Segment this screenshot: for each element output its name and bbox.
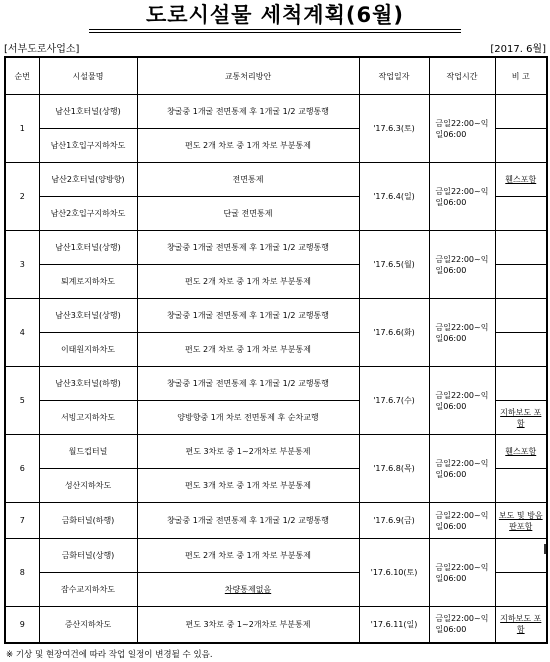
work-date: '17.6.3(토) bbox=[359, 95, 429, 163]
note bbox=[495, 333, 547, 367]
facility-name: 증산지하차도 bbox=[39, 607, 137, 643]
table-row bbox=[5, 607, 547, 643]
row-number: 7 bbox=[5, 503, 39, 539]
facility-name: 금화터널(하행) bbox=[39, 503, 137, 539]
footnote: ※ 기상 및 현장여건에 따라 작업 일정이 변경될 수 있음. bbox=[6, 650, 213, 660]
table-row bbox=[5, 503, 547, 539]
col-header-note: 비 고 bbox=[495, 57, 547, 95]
title-underline bbox=[89, 29, 461, 30]
traffic-plan: 편도 2개 차로 중 1개 차로 부분통제 bbox=[137, 129, 359, 163]
traffic-plan: 챵굴중 1개굴 전면통제 후 1개굴 1/2 교행통행 bbox=[137, 231, 359, 265]
traffic-plan: 편도 3차로 중 1~2개차로 부분통제 bbox=[137, 607, 359, 643]
work-date: '17.6.6(화) bbox=[359, 299, 429, 367]
traffic-plan: 양방향중 1개 차로 전면통제 후 순차교행 bbox=[137, 401, 359, 435]
facility-name: 월드컵터널 bbox=[39, 435, 137, 469]
note: 지하보도 포함 bbox=[495, 401, 547, 435]
note: 지하보도 포함 bbox=[495, 607, 547, 643]
work-time: 금일22:00~익일06:00 bbox=[429, 607, 495, 643]
table-row bbox=[5, 367, 547, 401]
row-number: 4 bbox=[5, 299, 39, 367]
note bbox=[495, 95, 547, 129]
note bbox=[495, 573, 547, 607]
row-number: 2 bbox=[5, 163, 39, 231]
work-date: '17.6.10(토) bbox=[359, 539, 429, 607]
traffic-plan: 편도 3개 차로 중 1개 차로 부분통제 bbox=[137, 469, 359, 503]
work-time: 금일22:00~익일06:00 bbox=[429, 299, 495, 367]
office-label: [서부도로사업소] bbox=[4, 44, 80, 55]
note: 보도 및 방음판포함 bbox=[495, 503, 547, 539]
traffic-plan: 편도 3차로 중 1~2개차로 부분통제 bbox=[137, 435, 359, 469]
facility-name: 금화터널(상행) bbox=[39, 539, 137, 573]
work-time: 금일22:00~익일06:00 bbox=[429, 367, 495, 435]
note bbox=[495, 197, 547, 231]
traffic-plan: 차량통제없음 bbox=[137, 573, 359, 607]
row-number: 1 bbox=[5, 95, 39, 163]
col-header-date: 작업일자 bbox=[359, 57, 429, 95]
schedule-table bbox=[4, 56, 548, 644]
title-double-underline bbox=[89, 32, 461, 33]
facility-name: 남산2호입구지하차도 bbox=[39, 197, 137, 231]
table-row bbox=[5, 163, 547, 197]
note bbox=[495, 231, 547, 265]
row-number: 6 bbox=[5, 435, 39, 503]
traffic-plan: 편도 2개 차로 중 1개 차로 부분통제 bbox=[137, 265, 359, 299]
page-title: 도로시설물 세척계획(6월) bbox=[146, 3, 404, 27]
table-row bbox=[5, 231, 547, 265]
work-date: '17.6.9(금) bbox=[359, 503, 429, 539]
facility-name: 퇴계로지하차도 bbox=[39, 265, 137, 299]
facility-name: 남산2호터널(양방향) bbox=[39, 163, 137, 197]
traffic-plan: 챵굴중 1개굴 전면통제 후 1개굴 1/2 교행통행 bbox=[137, 299, 359, 333]
note bbox=[495, 469, 547, 503]
facility-name: 남산1호입구지하차도 bbox=[39, 129, 137, 163]
table-row bbox=[5, 539, 547, 573]
work-time: 금일22:00~익일06:00 bbox=[429, 163, 495, 231]
work-date: '17.6.11(일) bbox=[359, 607, 429, 643]
facility-name: 잠수교지하차도 bbox=[39, 573, 137, 607]
traffic-plan: 챵굴중 1개굴 전면통제 후 1개굴 1/2 교행통행 bbox=[137, 367, 359, 401]
col-header-time: 작업시간 bbox=[429, 57, 495, 95]
work-time: 금일22:00~익일06:00 bbox=[429, 95, 495, 163]
facility-name: 이태원지하차도 bbox=[39, 333, 137, 367]
work-date: '17.6.5(월) bbox=[359, 231, 429, 299]
table-row bbox=[5, 95, 547, 129]
note: 휀스포함 bbox=[495, 163, 547, 197]
facility-name: 남산3호터널(상행) bbox=[39, 299, 137, 333]
note bbox=[495, 367, 547, 401]
col-header-no: 순번 bbox=[5, 57, 39, 95]
col-header-traffic: 교통처리방안 bbox=[137, 57, 359, 95]
facility-name: 남산1호터널(상행) bbox=[39, 231, 137, 265]
work-time: 금일22:00~익일06:00 bbox=[429, 435, 495, 503]
facility-name: 남산1호터널(상행) bbox=[39, 95, 137, 129]
row-number: 5 bbox=[5, 367, 39, 435]
facility-name: 성산지하차도 bbox=[39, 469, 137, 503]
row-number: 3 bbox=[5, 231, 39, 299]
table-row bbox=[5, 435, 547, 469]
edge-marker bbox=[544, 544, 546, 554]
date-label: [2017. 6월] bbox=[490, 44, 546, 55]
note bbox=[495, 299, 547, 333]
work-date: '17.6.4(일) bbox=[359, 163, 429, 231]
traffic-plan: 챵굴중 1개굴 전면통제 후 1개굴 1/2 교행통행 bbox=[137, 95, 359, 129]
work-time: 금일22:00~익일06:00 bbox=[429, 539, 495, 607]
work-date: '17.6.7(수) bbox=[359, 367, 429, 435]
facility-name: 서빙고지하차도 bbox=[39, 401, 137, 435]
work-date: '17.6.8(목) bbox=[359, 435, 429, 503]
traffic-plan: 편도 2개 차로 중 1개 차로 부분통제 bbox=[137, 333, 359, 367]
work-time: 금일22:00~익일06:00 bbox=[429, 503, 495, 539]
table-header-row bbox=[5, 57, 547, 95]
traffic-plan: 단굴 전면통제 bbox=[137, 197, 359, 231]
row-number: 9 bbox=[5, 607, 39, 643]
note bbox=[495, 129, 547, 163]
note bbox=[495, 265, 547, 299]
col-header-facility: 시설물명 bbox=[39, 57, 137, 95]
traffic-plan: 챵굴중 1개굴 전면통제 후 1개굴 1/2 교행통행 bbox=[137, 503, 359, 539]
traffic-plan: 전면통제 bbox=[137, 163, 359, 197]
traffic-plan: 편도 2개 차로 중 1개 차로 부분통제 bbox=[137, 539, 359, 573]
note bbox=[495, 539, 547, 573]
row-number: 8 bbox=[5, 539, 39, 607]
facility-name: 남산3호터널(하행) bbox=[39, 367, 137, 401]
work-time: 금일22:00~익일06:00 bbox=[429, 231, 495, 299]
table-row bbox=[5, 299, 547, 333]
note: 휀스포함 bbox=[495, 435, 547, 469]
